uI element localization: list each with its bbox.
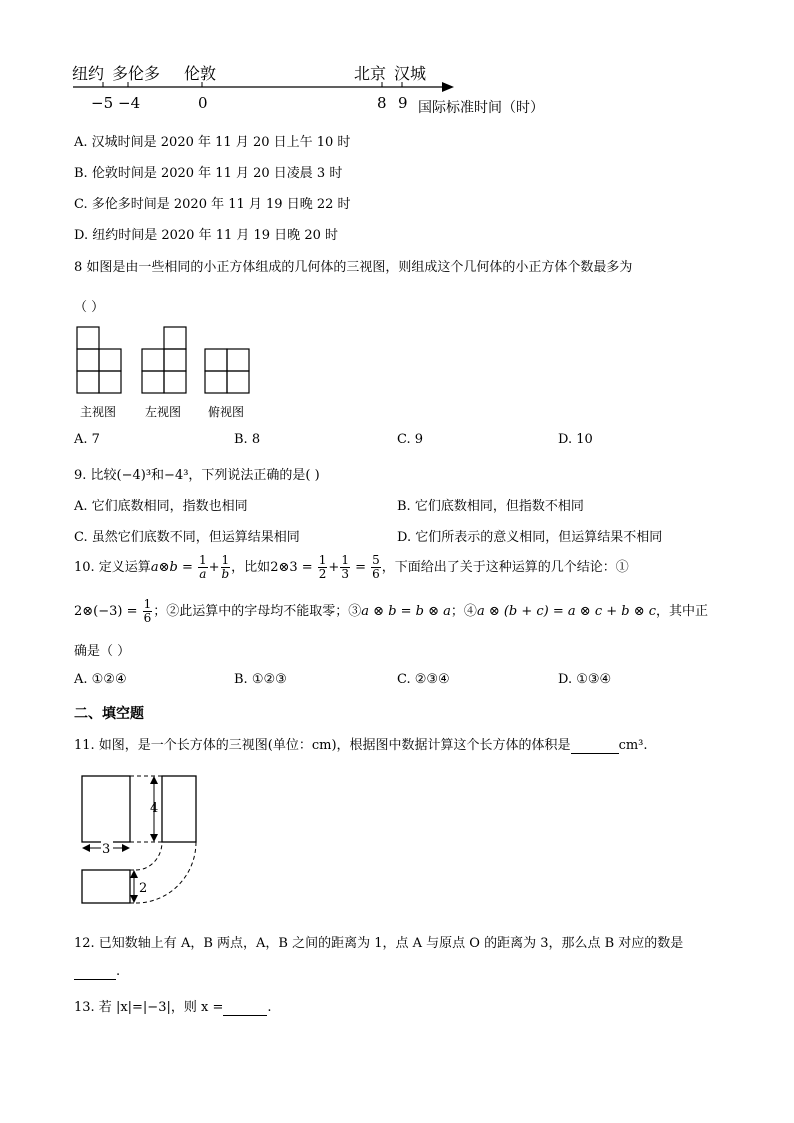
view-square bbox=[227, 371, 249, 393]
q9-option-c: C. 虽然它们底数不同，但运算结果相同 bbox=[74, 530, 300, 545]
view-square bbox=[164, 327, 186, 349]
q8-option-d: D. 10 bbox=[558, 432, 593, 447]
q10-option-c: C. ②③④ bbox=[397, 672, 450, 687]
front-view-rect bbox=[82, 776, 130, 842]
q8-option-a: A. 7 bbox=[74, 432, 100, 447]
q8-paren: （ ） bbox=[74, 300, 105, 315]
q8-three-views-figure bbox=[72, 322, 258, 424]
fraction: $\frac{1}{3}$ bbox=[341, 553, 349, 581]
city-label: 北京 bbox=[354, 64, 387, 83]
q10-option-b: B. ①②③ bbox=[234, 672, 287, 687]
view-square bbox=[77, 371, 99, 393]
q11-three-views-figure bbox=[76, 770, 206, 910]
dim-label: 2 bbox=[139, 881, 148, 896]
view-square bbox=[205, 371, 227, 393]
view-square bbox=[99, 349, 121, 371]
q12-stem: 12. 已知数轴上有 A，B 两点，A，B 之间的距离为 1，点 A 与原点 O 的距离为 3，那么点 B 对应的数是 bbox=[74, 936, 684, 951]
q8-option-c: C. 9 bbox=[397, 432, 424, 447]
q10-line1: 10. 定义运算a⊗b = $\frac{1}{a}$ + $\frac{1}{b}$ ，比如2⊗3 = $\frac{1}{2}$ + $\frac{1}{3}$ = $\frac{5}{6}$ ，下面给出了关于这种运算的几个结论：① bbox=[74, 553, 629, 581]
tick-label: 8 bbox=[377, 94, 387, 112]
axis-label: 国际标准时间（时） bbox=[418, 100, 544, 116]
timezone-numberline bbox=[68, 60, 588, 120]
q10-option-d: D. ①③④ bbox=[558, 672, 612, 687]
q9-option-d: D. 它们所表示的意义相同，但运算结果不相同 bbox=[397, 530, 663, 545]
dim-label: 3 bbox=[102, 842, 111, 857]
q9-stem: 9. 比较(−4)³和−4³，下列说法正确的是( ) bbox=[74, 468, 320, 483]
view-square bbox=[77, 327, 99, 349]
view-square bbox=[142, 371, 164, 393]
cuboid-views-svg bbox=[76, 770, 206, 910]
view-square bbox=[99, 371, 121, 393]
view-square bbox=[164, 349, 186, 371]
city-label: 多伦多 bbox=[112, 64, 161, 83]
view-label-top: 俯视图 bbox=[208, 405, 245, 419]
q13-stem: 13. 若 |x|=|−3|，则 x = . bbox=[74, 1000, 272, 1015]
fraction: $\frac{1}{a}$ bbox=[198, 553, 207, 581]
section-title: 二、填空题 bbox=[74, 706, 144, 722]
q8-stem: 8 如图是由一些相同的小正方体组成的几何体的三视图，则组成这个几何体的小正方体个数最多为 bbox=[74, 260, 633, 275]
top-view-rect bbox=[82, 870, 130, 903]
side-view-rect bbox=[162, 776, 196, 842]
view-square bbox=[205, 349, 227, 371]
q10-line2: 2⊗(−3) = $\frac{1}{6}$ ；②此运算中的字母均不能取零；③a ⊗ b = b ⊗ a；④a ⊗ (b + c) = a ⊗ c + b ⊗ c，其中正 bbox=[74, 597, 709, 625]
q9-option-a: A. 它们底数相同，指数也相同 bbox=[74, 499, 248, 514]
q12-line2: . bbox=[74, 964, 120, 980]
q7-option-b: B. 伦敦时间是 2020 年 11 月 20 日凌晨 3 时 bbox=[74, 166, 343, 181]
q10-option-a: A. ①②④ bbox=[74, 672, 127, 687]
fraction: $\frac{1}{2}$ bbox=[318, 553, 327, 581]
view-square bbox=[77, 349, 99, 371]
q10-line3: 确是（ ） bbox=[74, 644, 131, 659]
fraction: $\frac{1}{b}$ bbox=[221, 553, 230, 581]
city-label: 伦敦 bbox=[184, 64, 217, 83]
q8-option-b: B. 8 bbox=[234, 432, 261, 447]
city-label: 纽约 bbox=[72, 64, 105, 83]
view-square bbox=[142, 349, 164, 371]
view-square bbox=[164, 371, 186, 393]
q7-option-d: D. 纽约时间是 2020 年 11 月 19 日晚 20 时 bbox=[74, 228, 338, 243]
axis-arrow-icon bbox=[442, 82, 454, 92]
view-square bbox=[227, 349, 249, 371]
dim-label: 4 bbox=[150, 801, 159, 816]
view-label-left: 左视图 bbox=[145, 405, 182, 419]
three-views-svg bbox=[72, 322, 258, 424]
tick-label: 0 bbox=[198, 94, 208, 112]
q7-option-c: C. 多伦多时间是 2020 年 11 月 19 日晚 22 时 bbox=[74, 197, 351, 212]
q11-stem: 11. 如图，是一个长方体的三视图(单位：cm)，根据图中数据计算这个长方体的体积是 cm³. bbox=[74, 738, 648, 753]
fraction: $\frac{1}{6}$ bbox=[143, 597, 152, 625]
city-label: 汉城 bbox=[394, 64, 427, 83]
numberline-svg bbox=[68, 60, 588, 120]
tick-label: −4 bbox=[118, 94, 141, 112]
tick-label: −5 bbox=[91, 94, 114, 112]
fraction: $\frac{5}{6}$ bbox=[372, 553, 380, 581]
q7-option-a: A. 汉城时间是 2020 年 11 月 20 日上午 10 时 bbox=[74, 135, 351, 150]
tick-label: 9 bbox=[398, 94, 408, 112]
view-label-front: 主视图 bbox=[80, 405, 117, 419]
q9-option-b: B. 它们底数相同，但指数不相同 bbox=[397, 499, 584, 514]
